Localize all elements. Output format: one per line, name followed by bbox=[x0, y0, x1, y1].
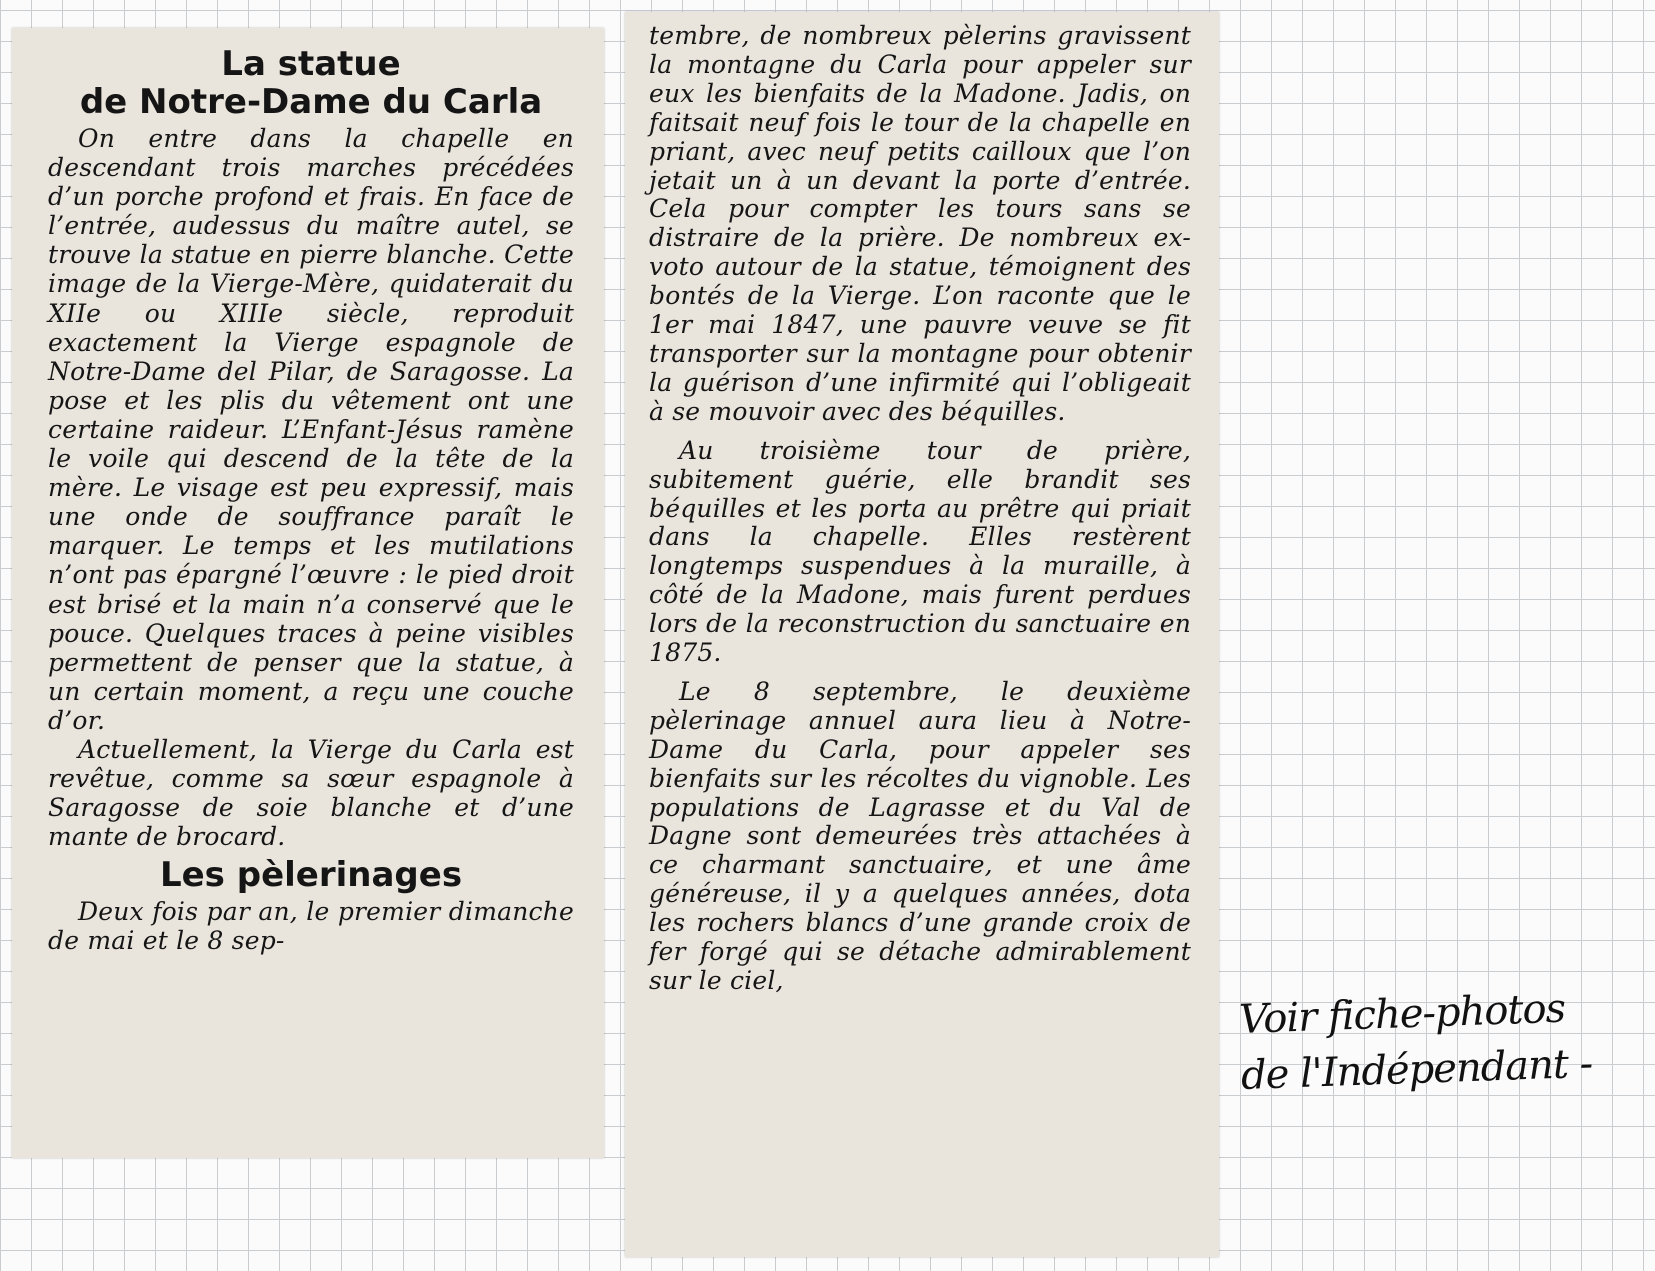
article-title-line2: de Notre-Dame du Carla bbox=[79, 82, 543, 122]
handwritten-note bbox=[1238, 978, 1642, 1104]
newspaper-clipping-right bbox=[625, 12, 1219, 1257]
handwritten-note-line2: de l'Indépendant - bbox=[1240, 1040, 1593, 1099]
handwritten-note-line1: Voir fiche-photos bbox=[1238, 985, 1566, 1043]
article-subheading: Les pèlerinages bbox=[159, 855, 463, 896]
newspaper-clipping-left bbox=[12, 28, 604, 1158]
article-paragraph: Au troisième tour de prière, subitement guérie, elle brandit ses béquilles et les porta au prêtre qui priait dans la chapelle. Elles restèrent longtemps suspendues à la muraille, à côté de la Madone, mais furent perdues lors de la reconstruction du sanctuaire en 1875. bbox=[649, 435, 1191, 668]
article-paragraph: On entre dans la chapelle en descendant trois marches précédées d’un porche profond et frais. En face de l’entrée, audessus du maître autel, se trouve la statue en pierre blanche. Cette image de la Vierge-Mère, quidaterait du XIIe ou XIIIe siècle, reproduit exactement la Vierge espagnole de Notre-Dame del Pilar, de Saragosse. La pose et les plis du vêtement ont une certaine raideur. L’Enfant-Jésus ramène le voile qui descend de la tête de la mère. Le visage est peu expressif, mais une onde de souffrance paraît le marquer. Le temps et les mutilations n’ont pas épargné l’œuvre : le pied droit est brisé et la main n’a conservé que le pouce. Quelques traces à peine visibles permettent de penser que la statue, à un certain moment, a reçu une couche d’or. bbox=[48, 124, 574, 735]
article-paragraph: Le 8 septembre, le deuxième pèlerinage annuel aura lieu à Notre-Dame du Carla, pour appeler ses bienfaits sur les récoltes du vignoble. Les populations de Lagrasse et du Val de Dagne sont demeurées très attachées à ce charmant sanctuaire, et une âme généreuse, il y a quelques années, dota les rochers blancs d’une grande croix de fer forgé qui se détache admirablement sur le ciel, bbox=[649, 676, 1191, 995]
article-paragraph: Actuellement, la Vierge du Carla est revêtue, comme sa sœur espagnole à Saragosse de soie blanche et d’une mante de brocard. bbox=[48, 734, 574, 852]
article-paragraph: tembre, de nombreux pèlerins gravissent la montagne du Carla pour appeler sur eux les bienfaits de la Madone. Jadis, on faitsait neuf fois le tour de la chapelle en priant, avec neuf petits cailloux que l’on jetait un à un devant la porte d’entrée. Cela pour compter les tours sans se distraire de la prière. De nombreux ex-voto autour de la statue, témoignent des bontés de la Vierge. L’on raconte que le 1er mai 1847, une pauvre veuve se fit transporter sur la montagne pour obtenir la guérison d’une infirmité qui l’obligeait à se mouvoir avec des béquilles. bbox=[649, 21, 1191, 426]
article-title-line1: La statue bbox=[221, 44, 401, 84]
article-paragraph: Deux fois par an, le premier dimanche de mai et le 8 sep- bbox=[48, 897, 574, 956]
